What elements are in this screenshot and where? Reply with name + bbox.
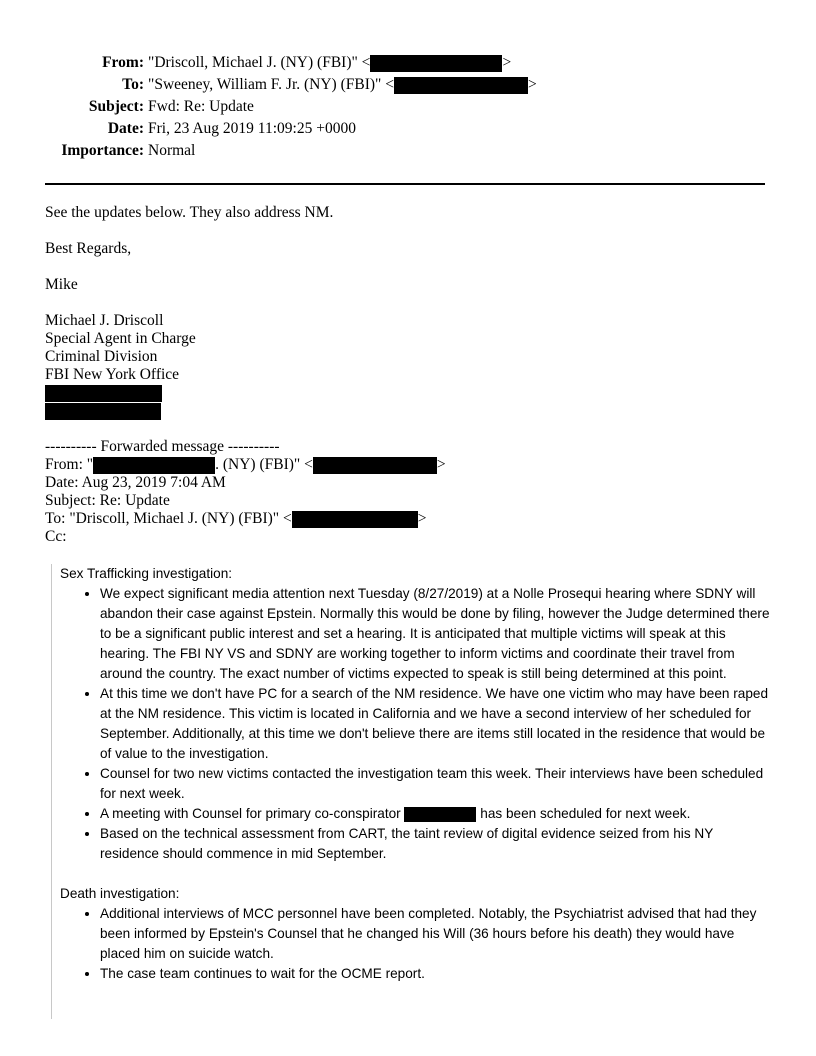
from-name: "Driscoll, Michael J. (NY) (FBI)" < — [148, 54, 371, 71]
to-value — [148, 74, 537, 96]
redacted-email-block — [313, 457, 437, 474]
forwarded-from-close: > — [436, 456, 446, 473]
body-name: Mike — [45, 276, 78, 293]
from-value — [148, 52, 511, 74]
signature-division: Criminal Division — [45, 348, 158, 365]
header-subject-row — [0, 96, 816, 118]
meeting-text-suffix: has been scheduled for next week. — [480, 806, 691, 821]
date-value: Fri, 23 Aug 2019 11:09:25 +0000 — [148, 120, 356, 137]
header-divider — [45, 183, 765, 185]
body-intro: See the updates below. They also address NM. — [45, 204, 334, 221]
list-item: • We expect significant media attention next Tuesday (8/27/2019) at a Nolle Prosequi hearing where SDNY will abandon their case against Epstein. Normally this would be done by filing, however the Judge determined there to be a significant public interest and set a hearing. It is anticipated that multiple victims will speak at this hearing. The FBI NY VS and SDNY are working together to inform victims and coordinate their travel from around the country. The exact number of victims expected to speak is still being determined at this point. — [100, 584, 772, 684]
forwarded-to — [45, 510, 765, 528]
forwarded-subject: Subject: Re: Update — [45, 492, 170, 509]
redacted-block — [45, 385, 162, 402]
section-title-sex-trafficking: Sex Trafficking investigation: — [60, 566, 233, 581]
email-header — [0, 52, 816, 162]
redacted-name-block — [404, 807, 476, 822]
date-label: Date: — [107, 120, 144, 137]
body-closing: Best Regards, — [45, 240, 132, 257]
signature-title: Special Agent in Charge — [45, 330, 196, 347]
forwarded-from-mid: . (NY) (FBI)" < — [215, 456, 313, 473]
section-spacer — [60, 864, 772, 884]
signature-office: FBI New York Office — [45, 366, 180, 383]
redacted-email-block — [292, 511, 418, 528]
email-body — [45, 204, 765, 420]
section-title-death: Death investigation: — [60, 886, 180, 901]
list-item — [100, 804, 772, 824]
forwarded-from — [45, 456, 765, 474]
meeting-text-prefix: A meeting with Counsel for primary co-conspirator — [100, 806, 401, 821]
redacted-email-block — [370, 55, 502, 72]
list-item: • The case team continues to wait for the OCME report. — [100, 964, 772, 984]
quoted-message — [51, 564, 772, 1019]
header-from-row — [0, 52, 816, 74]
importance-label: Importance: — [61, 142, 144, 159]
death-investigation-list — [60, 904, 772, 984]
signature-name: Michael J. Driscoll — [45, 312, 164, 329]
list-item: • Additional interviews of MCC personnel have been completed. Notably, the Psychiatrist advised that had they been informed by Epstein's Counsel that he changed his Will (36 hours before his death) they would have placed him on suicide watch. — [100, 904, 772, 964]
list-item: • Based on the technical assessment from CART, the taint review of digital evidence seized from his NY residence should commence in mid September. — [100, 824, 772, 864]
subject-label: Subject: — [88, 98, 144, 115]
redacted-name-block — [93, 457, 215, 474]
list-item: • At this time we don't have PC for a search of the NM residence. We have one victim who may have been raped at the NM residence. This victim is located in California and we have a second interview of her scheduled for September. Additionally, at this time we don't believe there are items still located in the residence that would be of value to the investigation. — [100, 684, 772, 764]
forwarded-cc: Cc: — [45, 528, 67, 545]
redacted-email-block — [394, 77, 528, 94]
to-label: To: — [122, 76, 144, 93]
header-importance-row — [0, 140, 816, 162]
from-close-bracket: > — [502, 54, 512, 71]
from-label: From: — [102, 54, 144, 71]
forwarded-divider: ---------- Forwarded message ---------- — [45, 438, 280, 455]
signature-block — [45, 312, 765, 420]
to-name: "Sweeney, William F. Jr. (NY) (FBI)" < — [148, 76, 394, 93]
header-to-row — [0, 74, 816, 96]
forwarded-header — [45, 438, 765, 546]
sex-trafficking-list — [60, 584, 772, 864]
forwarded-date: Date: Aug 23, 2019 7:04 AM — [45, 474, 226, 491]
list-item: • Counsel for two new victims contacted the investigation team this week. Their interviews have been scheduled for next week. — [100, 764, 772, 804]
forwarded-to-prefix: To: "Driscoll, Michael J. (NY) (FBI)" < — [45, 510, 292, 527]
signature-redacted-line — [45, 384, 765, 402]
header-date-row — [0, 118, 816, 140]
redacted-block — [45, 403, 161, 420]
importance-value: Normal — [148, 142, 196, 159]
subject-value: Fwd: Re: Update — [148, 98, 254, 115]
forwarded-from-prefix: From: " — [45, 456, 94, 473]
forwarded-to-close: > — [417, 510, 427, 527]
signature-redacted-line — [45, 402, 765, 420]
to-close-bracket: > — [527, 76, 537, 93]
